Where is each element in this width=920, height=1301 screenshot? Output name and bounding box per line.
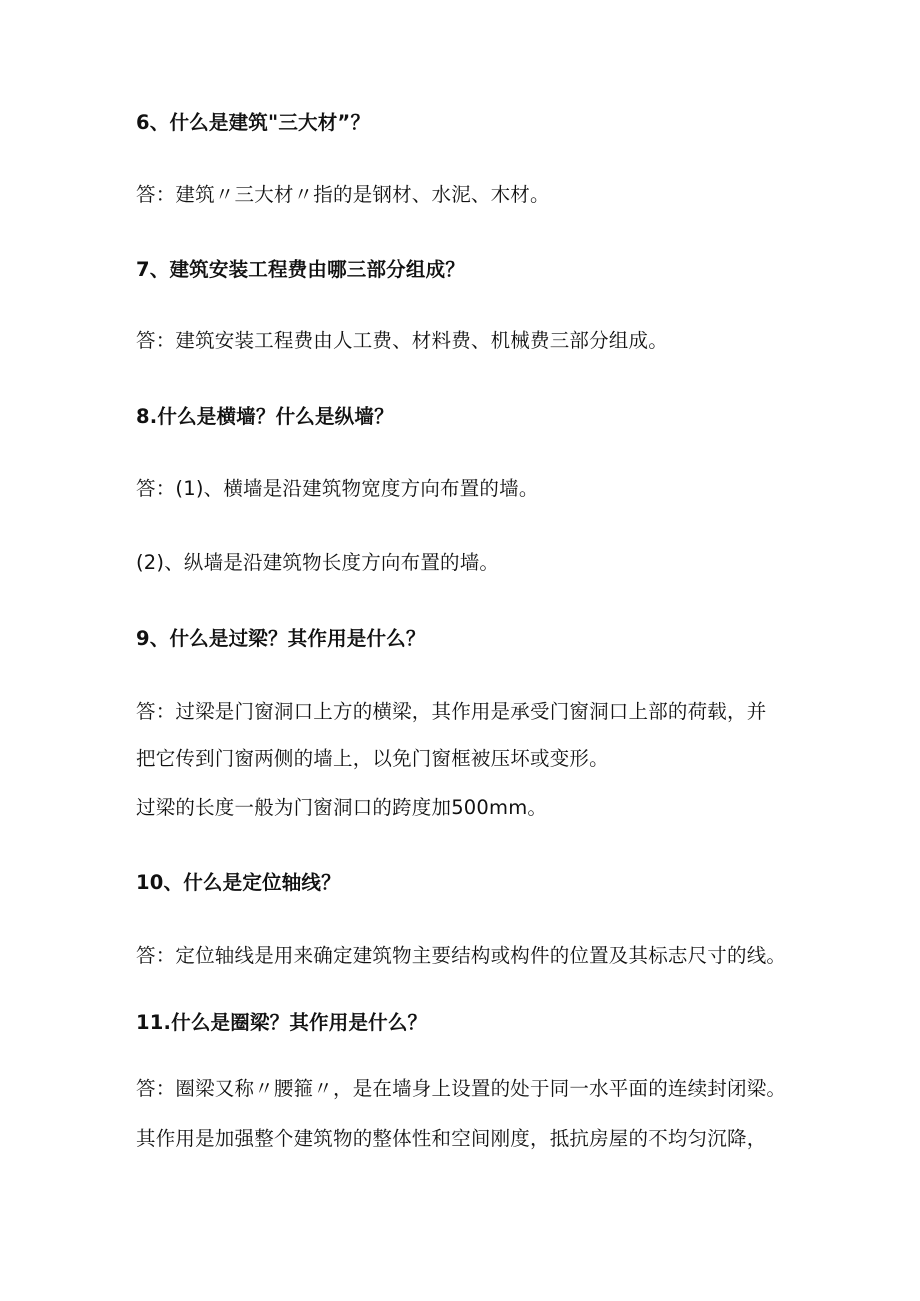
question-8: 8.什么是横墙？什么是纵墙？ [136,405,394,428]
answer-9-line-1: 答：过梁是门窗洞口上方的横梁，其作用是承受门窗洞口上部的荷载，并 [136,700,767,723]
answer-11-line-1: 答：圈梁又称〃腰箍〃，是在墙身上设置的处于同一水平面的连续封闭梁。 [136,1077,787,1100]
answer-7-line-1: 答：建筑安装工程费由人工费、材料费、机械费三部分组成。 [136,329,668,352]
answer-11-line-2: 其作用是加强整个建筑物的整体性和空间刚度，抵抗房屋的不均匀沉降， [136,1127,767,1150]
answer-8-line-1: 答：(1)、横墙是沿建筑物宽度方向布置的墙。 [136,477,539,500]
question-6: 6、什么是建筑"三大材”？ [136,111,371,134]
question-7: 7、建筑安装工程费由哪三部分组成？ [136,258,465,281]
question-9: 9、什么是过梁？其作用是什么？ [136,627,426,650]
answer-8-line-2: (2)、纵墙是沿建筑物长度方向布置的墙。 [136,551,500,574]
answer-10-line-1: 答：定位轴线是用来确定建筑物主要结构或构件的位置及其标志尺寸的线。 [136,944,787,967]
answer-6-line-1: 答：建筑〃三大材〃指的是钢材、水泥、木材。 [136,183,550,206]
question-11: 11.什么是圈梁？其作用是什么？ [136,1011,428,1034]
question-10: 10、什么是定位轴线？ [136,871,341,894]
answer-9-line-3: 过梁的长度一般为门窗洞口的跨度加500mm。 [136,796,548,819]
answer-9-line-2: 把它传到门窗两侧的墙上，以免门窗框被压坏或变形。 [136,747,609,770]
